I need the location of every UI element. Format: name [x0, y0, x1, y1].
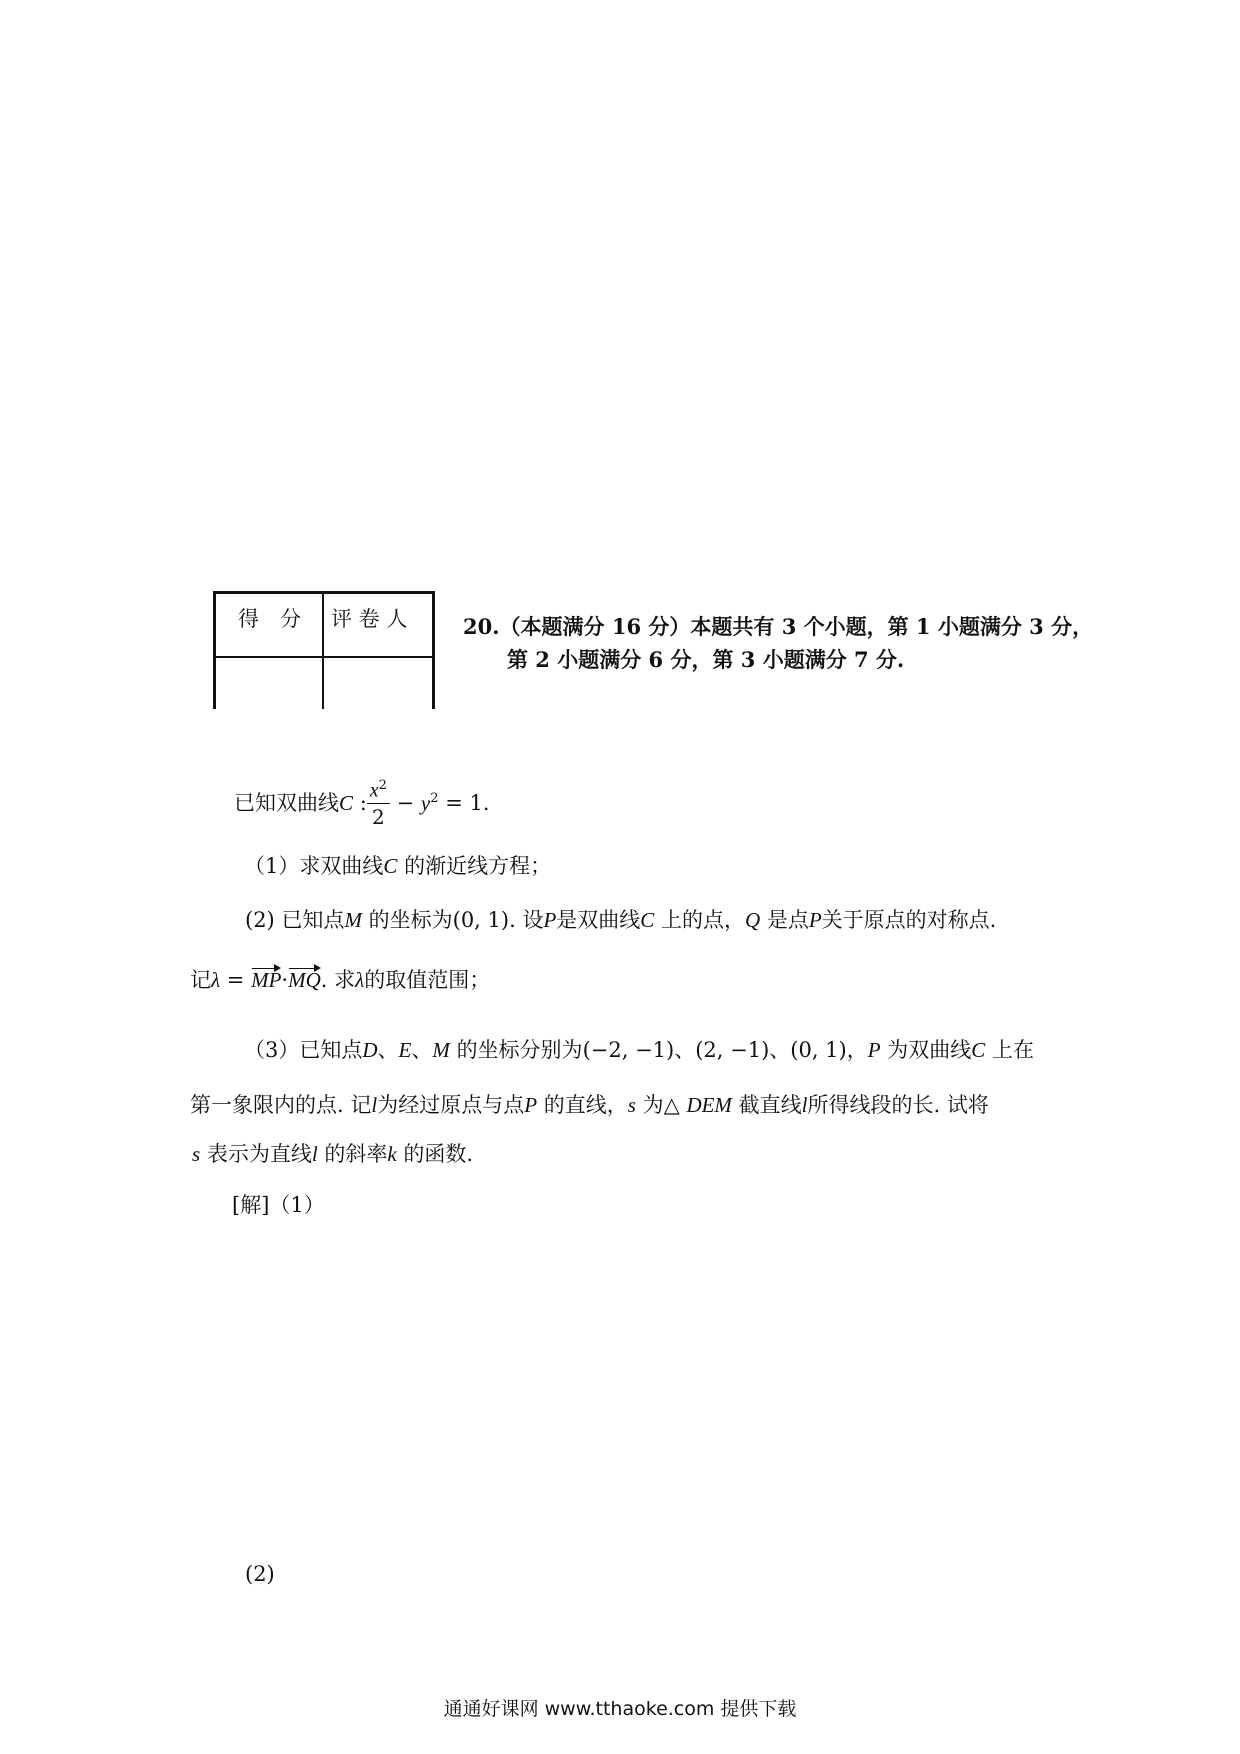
- part3-t1: 已知点: [299, 1038, 363, 1062]
- equation-tail: = 1: [445, 790, 483, 815]
- part3-sep1: 、: [377, 1038, 399, 1062]
- part3-P: P: [867, 1038, 881, 1062]
- part2-P: P: [543, 908, 557, 932]
- part3-line3-a: 表示为直线: [206, 1142, 312, 1166]
- footer-text: 通通好课网 www.tthaoke.com 提供下载: [443, 1698, 797, 1720]
- part3-t3: ，: [846, 1038, 868, 1062]
- part2-t7: 关于原点的对称点.: [821, 908, 997, 932]
- score-label: 得 分: [238, 607, 301, 631]
- table-column-divider: [322, 591, 324, 709]
- grader-label: 评 卷 人: [331, 607, 408, 631]
- part3-l2: l: [801, 1093, 808, 1117]
- part2-lambda2: λ: [355, 968, 365, 992]
- table-middle-border: [213, 656, 435, 658]
- part1-text-after: 的渐近线方程；: [404, 854, 552, 878]
- part3-line1: [244, 1040, 1034, 1061]
- table-left-border: [213, 591, 216, 709]
- part3-coords: (−2, −1)、(2, −1)、(0, 1): [582, 1038, 847, 1062]
- part3-C: C: [971, 1038, 986, 1062]
- part3-line3: [192, 1144, 473, 1165]
- vector-MQ: MQ: [288, 964, 321, 991]
- vector-MP: MP: [251, 964, 281, 991]
- part3-line3-c: 的函数.: [403, 1142, 474, 1166]
- score-table: [213, 591, 435, 709]
- part2-line1: [245, 910, 996, 931]
- part2-M: M: [344, 908, 362, 932]
- part2-t4: 是双曲线: [556, 908, 641, 932]
- part2-C: C: [640, 908, 655, 932]
- part1-label: （1）: [244, 854, 300, 878]
- part2-lambda: λ: [211, 968, 221, 992]
- table-top-border: [213, 591, 435, 594]
- part3-label: （3）: [244, 1038, 300, 1062]
- part3-line2-d: 为△: [642, 1093, 680, 1117]
- part3-line2: [190, 1095, 989, 1116]
- part3-DEM: DEM: [686, 1093, 732, 1117]
- part3-E: E: [398, 1038, 412, 1062]
- part2-P2: P: [808, 908, 822, 932]
- part2-t5: 上的点，: [660, 908, 745, 932]
- part3-k: k: [387, 1142, 397, 1166]
- part2-eq: =: [226, 968, 245, 992]
- part2-t9: 的取值范围；: [364, 968, 491, 992]
- given-prefix: 已知双曲线: [234, 790, 339, 815]
- part1-text-before: 求双曲线: [299, 854, 384, 878]
- part2-t1: 已知点: [281, 908, 345, 932]
- part2-answer-label: (2): [245, 1562, 275, 1586]
- table-right-border: [432, 591, 435, 709]
- part3-line2-c: 的直线，: [543, 1093, 628, 1117]
- part3-line2-f: 所得线段的长. 试将: [807, 1093, 989, 1117]
- part2-line2: [190, 964, 490, 991]
- part2-t8: . 求: [320, 968, 356, 992]
- fraction-denominator: 2: [372, 804, 385, 829]
- fraction-x2-over-2: $\frac{x^2}{2}$: [367, 779, 390, 827]
- part2-label: (2): [245, 908, 275, 932]
- fraction-numerator: x: [369, 779, 379, 802]
- minus-y-squared: − $y^2$: [389, 791, 439, 815]
- part3-line2-a: 第一象限内的点. 记: [190, 1093, 372, 1117]
- solution-label: [解]（1）: [232, 1193, 325, 1217]
- part3-t5: 上在: [991, 1038, 1034, 1062]
- part1-line: [244, 856, 551, 877]
- part2-t3: . 设: [509, 908, 544, 932]
- part3-s2: s: [192, 1142, 201, 1166]
- part3-M: M: [432, 1038, 450, 1062]
- part2-dot: ·: [281, 968, 289, 992]
- part3-t4: 为双曲线: [887, 1038, 972, 1062]
- problem-header-line1: 20.（本题满分 16 分）本题共有 3 个小题，第 1 小题满分 3 分，: [463, 614, 1094, 639]
- part2-t2: 的坐标为: [368, 908, 453, 932]
- given-statement: [234, 778, 490, 828]
- part3-sep2: 、: [411, 1038, 433, 1062]
- part1-var: C: [383, 854, 398, 878]
- curve-name: C: [339, 790, 354, 815]
- part2-line2-prefix: 记: [190, 968, 211, 992]
- part3-t2: 的坐标分别为: [456, 1038, 583, 1062]
- problem-header-line2: 第 2 小题满分 6 分，第 3 小题满分 7 分.: [507, 647, 905, 672]
- part3-line2-e: 截直线: [738, 1093, 802, 1117]
- part2-t6: 是点: [766, 908, 809, 932]
- period: .: [482, 790, 490, 815]
- part3-s: s: [627, 1093, 636, 1117]
- part2-Q: Q: [744, 908, 761, 932]
- part3-D: D: [362, 1038, 378, 1062]
- part3-line2-b: 为经过原点与点: [377, 1093, 525, 1117]
- part3-l: l: [371, 1093, 378, 1117]
- part3-line3-b: 的斜率: [324, 1142, 388, 1166]
- part2-mcoord: (0, 1): [452, 908, 510, 932]
- colon-symbol: :: [353, 790, 367, 815]
- part3-l3: l: [311, 1142, 318, 1166]
- part3-P2: P: [524, 1093, 538, 1117]
